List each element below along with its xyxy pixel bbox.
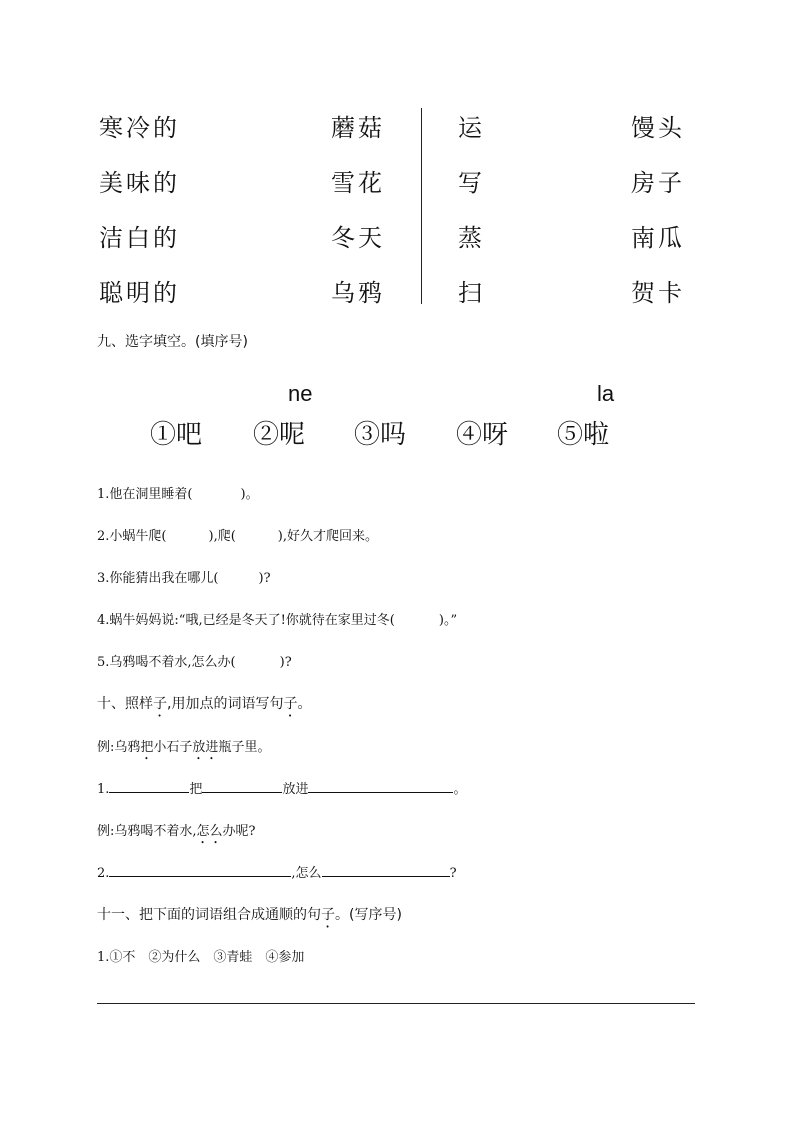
answer-blank[interactable]	[308, 778, 453, 793]
noun-item: 雪花	[331, 169, 385, 197]
object-item: 贺卡	[631, 279, 685, 307]
question-number: 1	[97, 487, 106, 502]
dotted-word: 放进	[192, 740, 219, 755]
adj-item: 寒冷的	[99, 114, 180, 142]
answer-blank[interactable]	[202, 778, 282, 793]
adj-item: 洁白的	[99, 224, 180, 252]
option-3: ③吗	[354, 420, 407, 450]
question-text: )?	[279, 655, 292, 670]
question-text: ),爬(	[208, 529, 236, 544]
object-item: 南瓜	[631, 224, 685, 252]
question-text: .乌鸦喝不着水,怎么办(	[105, 655, 236, 670]
question-text: .蜗牛妈妈说:“哦,已经是冬天了!你就待在家里过冬(	[105, 613, 395, 628]
question-number: 5	[97, 655, 106, 670]
title-text: 十一、把下面的词语组合成通顺的句	[97, 907, 321, 923]
question-number: 2	[97, 529, 106, 544]
option-1: ①吧	[150, 420, 203, 450]
line-number: 2	[97, 866, 106, 881]
verb-item: 写	[458, 169, 485, 197]
verb-item: 扫	[458, 279, 485, 307]
question-text: ),好久才爬回来。	[277, 529, 378, 544]
adj-item: 美味的	[99, 169, 180, 197]
question-number: 3	[97, 571, 106, 586]
question-number: 4	[97, 613, 106, 628]
question-text: )。”	[438, 613, 458, 628]
object-item: 房子	[631, 169, 685, 197]
question-9-1	[97, 483, 259, 502]
dotted-word: 把	[140, 740, 154, 755]
object-item: 馒头	[631, 114, 685, 142]
question-9-3	[97, 567, 271, 586]
answer-line[interactable]	[97, 1003, 695, 1004]
adj-item: 聪明的	[99, 279, 180, 307]
question-text: )。	[240, 487, 259, 502]
question-text: .他在洞里睡着(	[105, 487, 193, 502]
section-9-title: 九、选字填空。(填序号)	[97, 334, 248, 350]
answer-blank[interactable]	[322, 862, 450, 877]
title-text: ,用加点的词语写句	[167, 696, 284, 712]
example-text: 例:乌鸦	[97, 740, 141, 755]
option-5: ⑤啦	[557, 420, 610, 450]
verb-item: 运	[458, 114, 485, 142]
line-text: ?	[449, 866, 457, 881]
title-text: 子	[321, 907, 335, 923]
question-11-1: 1.①不 ②为什么 ③青蛙 ④参加	[97, 950, 305, 965]
option-4: ④呀	[456, 420, 509, 450]
example-2	[97, 820, 256, 847]
section-10-title	[97, 693, 311, 720]
title-text: 。(写序号)	[335, 907, 402, 923]
question-text: .你能猜出我在哪儿(	[105, 571, 219, 586]
verb-item: 蒸	[458, 224, 485, 252]
line-text: 放进	[282, 782, 309, 797]
title-text: 子	[283, 696, 298, 712]
matching-divider	[421, 108, 422, 304]
question-9-5	[97, 651, 292, 670]
noun-item: 乌鸦	[331, 279, 385, 307]
section-11-title	[97, 904, 402, 931]
answer-blank[interactable]	[109, 862, 291, 877]
line-text: 把	[189, 782, 203, 797]
question-9-2	[97, 525, 378, 544]
example-text: 小石子	[153, 740, 193, 755]
example-text: 例:乌鸦喝不着水,	[97, 824, 197, 839]
option-2: ②呢	[253, 420, 306, 450]
dotted-word: 怎么	[196, 824, 223, 839]
pinyin-la: la	[597, 381, 615, 406]
example-text: 办呢?	[222, 824, 256, 839]
question-9-4	[97, 609, 457, 628]
pinyin-ne: ne	[288, 381, 313, 406]
question-text: )?	[258, 571, 271, 586]
line-text: ,怎么	[291, 866, 322, 881]
noun-item: 蘑菇	[331, 114, 385, 142]
example-1	[97, 736, 270, 763]
answer-blank[interactable]	[109, 778, 189, 793]
line-text: 。	[453, 782, 467, 797]
title-text: 。	[297, 696, 312, 712]
writing-line-1: 1. 把 放进 。	[97, 778, 466, 797]
line-number: 1	[97, 782, 106, 797]
writing-line-2: 2. ,怎么 ?	[97, 862, 457, 881]
title-text: 十、照样	[97, 696, 153, 712]
question-text: .小蜗牛爬(	[105, 529, 167, 544]
title-text: 子	[153, 696, 167, 712]
example-text: 瓶子里。	[218, 740, 271, 755]
noun-item: 冬天	[331, 224, 385, 252]
